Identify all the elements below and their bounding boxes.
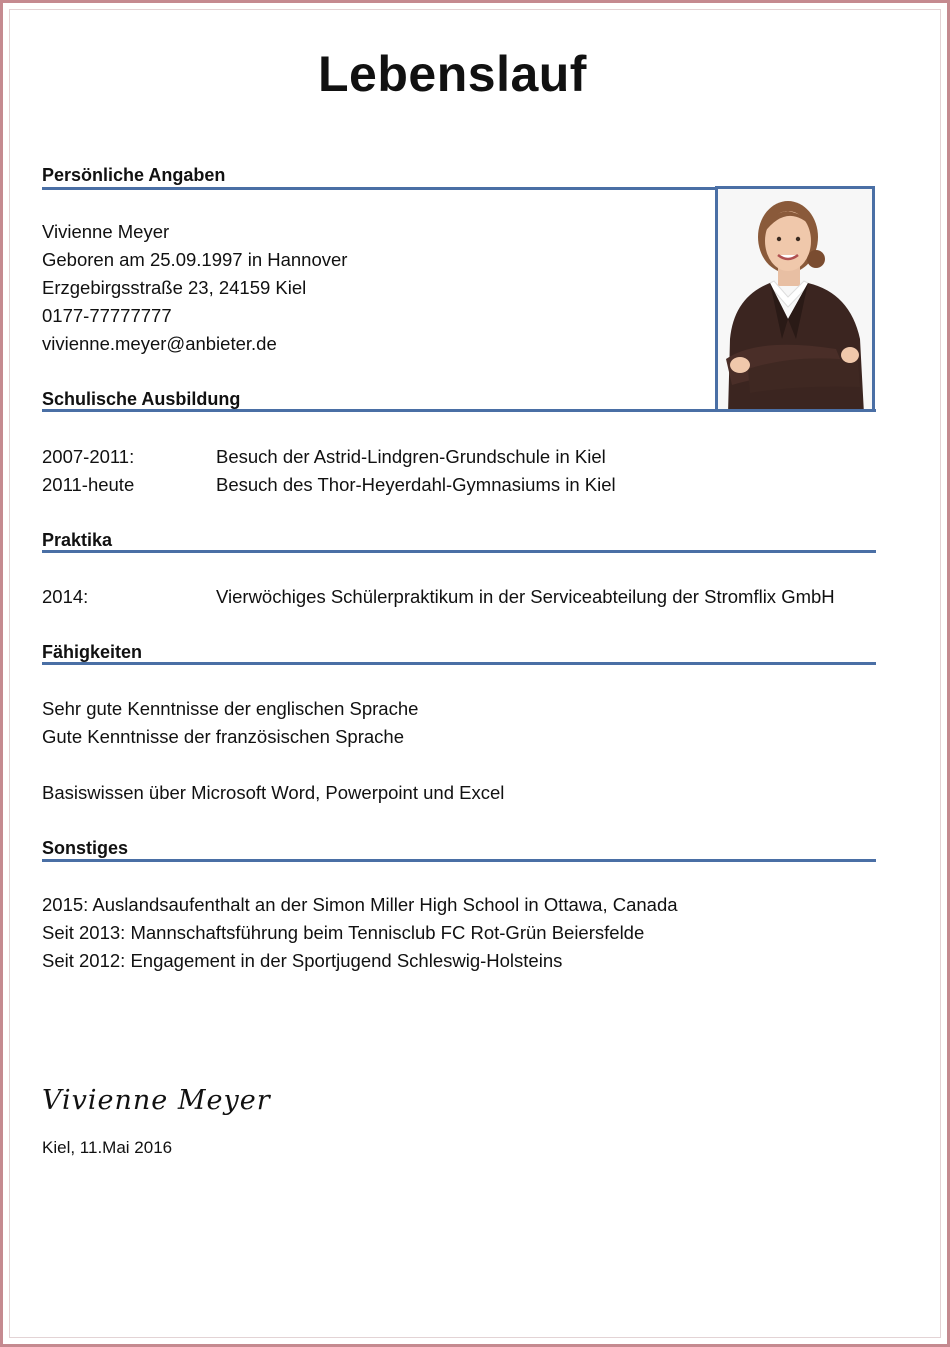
- personal-name: Vivienne Meyer: [42, 221, 170, 242]
- education-period-2: 2011-heute: [42, 474, 135, 495]
- skill-item-2: Gute Kenntnisse der französischen Sprache: [42, 726, 404, 747]
- personal-birth: Geboren am 25.09.1997 in Hannover: [42, 249, 348, 270]
- education-text-2: Besuch des Thor-Heyerdahl-Gymnasiums in Kiel: [216, 474, 616, 495]
- document-title: Lebenslauf: [318, 46, 587, 102]
- skill-item-3: Basiswissen über Microsoft Word, Powerpoint und Excel: [42, 782, 505, 803]
- other-item-3: Seit 2012: Engagement in der Sportjugend Schleswig-Holsteins: [42, 950, 563, 971]
- signature: Vivienne Meyer: [42, 1085, 271, 1116]
- education-heading: Schulische Ausbildung: [42, 389, 241, 409]
- education-text-1: Besuch der Astrid-Lindgren-Grundschule in Kiel: [216, 446, 606, 467]
- other-heading: Sonstiges: [42, 838, 129, 858]
- internships-rule: [42, 550, 876, 553]
- internships-heading: Praktika: [42, 530, 113, 550]
- other-item-2: Seit 2013: Mannschaftsführung beim Tennisclub FC Rot-Grün Beiersfelde: [42, 922, 645, 943]
- other-rule: [42, 859, 876, 862]
- internship-period-1: 2014:: [42, 586, 89, 607]
- internship-text-1: Vierwöchiges Schülerpraktikum in der Serviceabteilung der Stromflix GmbH: [216, 586, 835, 607]
- personal-email: vivienne.meyer@anbieter.de: [42, 333, 277, 354]
- personal-phone: 0177-77777777: [42, 305, 172, 326]
- skills-heading: Fähigkeiten: [42, 642, 143, 662]
- skills-rule: [42, 662, 876, 665]
- portrait-photo-icon: [718, 189, 872, 411]
- personal-address: Erzgebirgsstraße 23, 24159 Kiel: [42, 277, 307, 298]
- other-item-1: 2015: Auslandsaufenthalt an der Simon Miller High School in Ottawa, Canada: [42, 894, 678, 915]
- place-date: Kiel, 11.Mai 2016: [42, 1138, 173, 1157]
- education-period-1: 2007-2011:: [42, 446, 135, 467]
- education-rule: [42, 409, 876, 412]
- skill-item-1: Sehr gute Kenntnisse der englischen Sprache: [42, 698, 419, 719]
- personal-heading: Persönliche Angaben: [42, 165, 226, 185]
- portrait-photo: [715, 186, 875, 411]
- personal-rule: [42, 187, 715, 190]
